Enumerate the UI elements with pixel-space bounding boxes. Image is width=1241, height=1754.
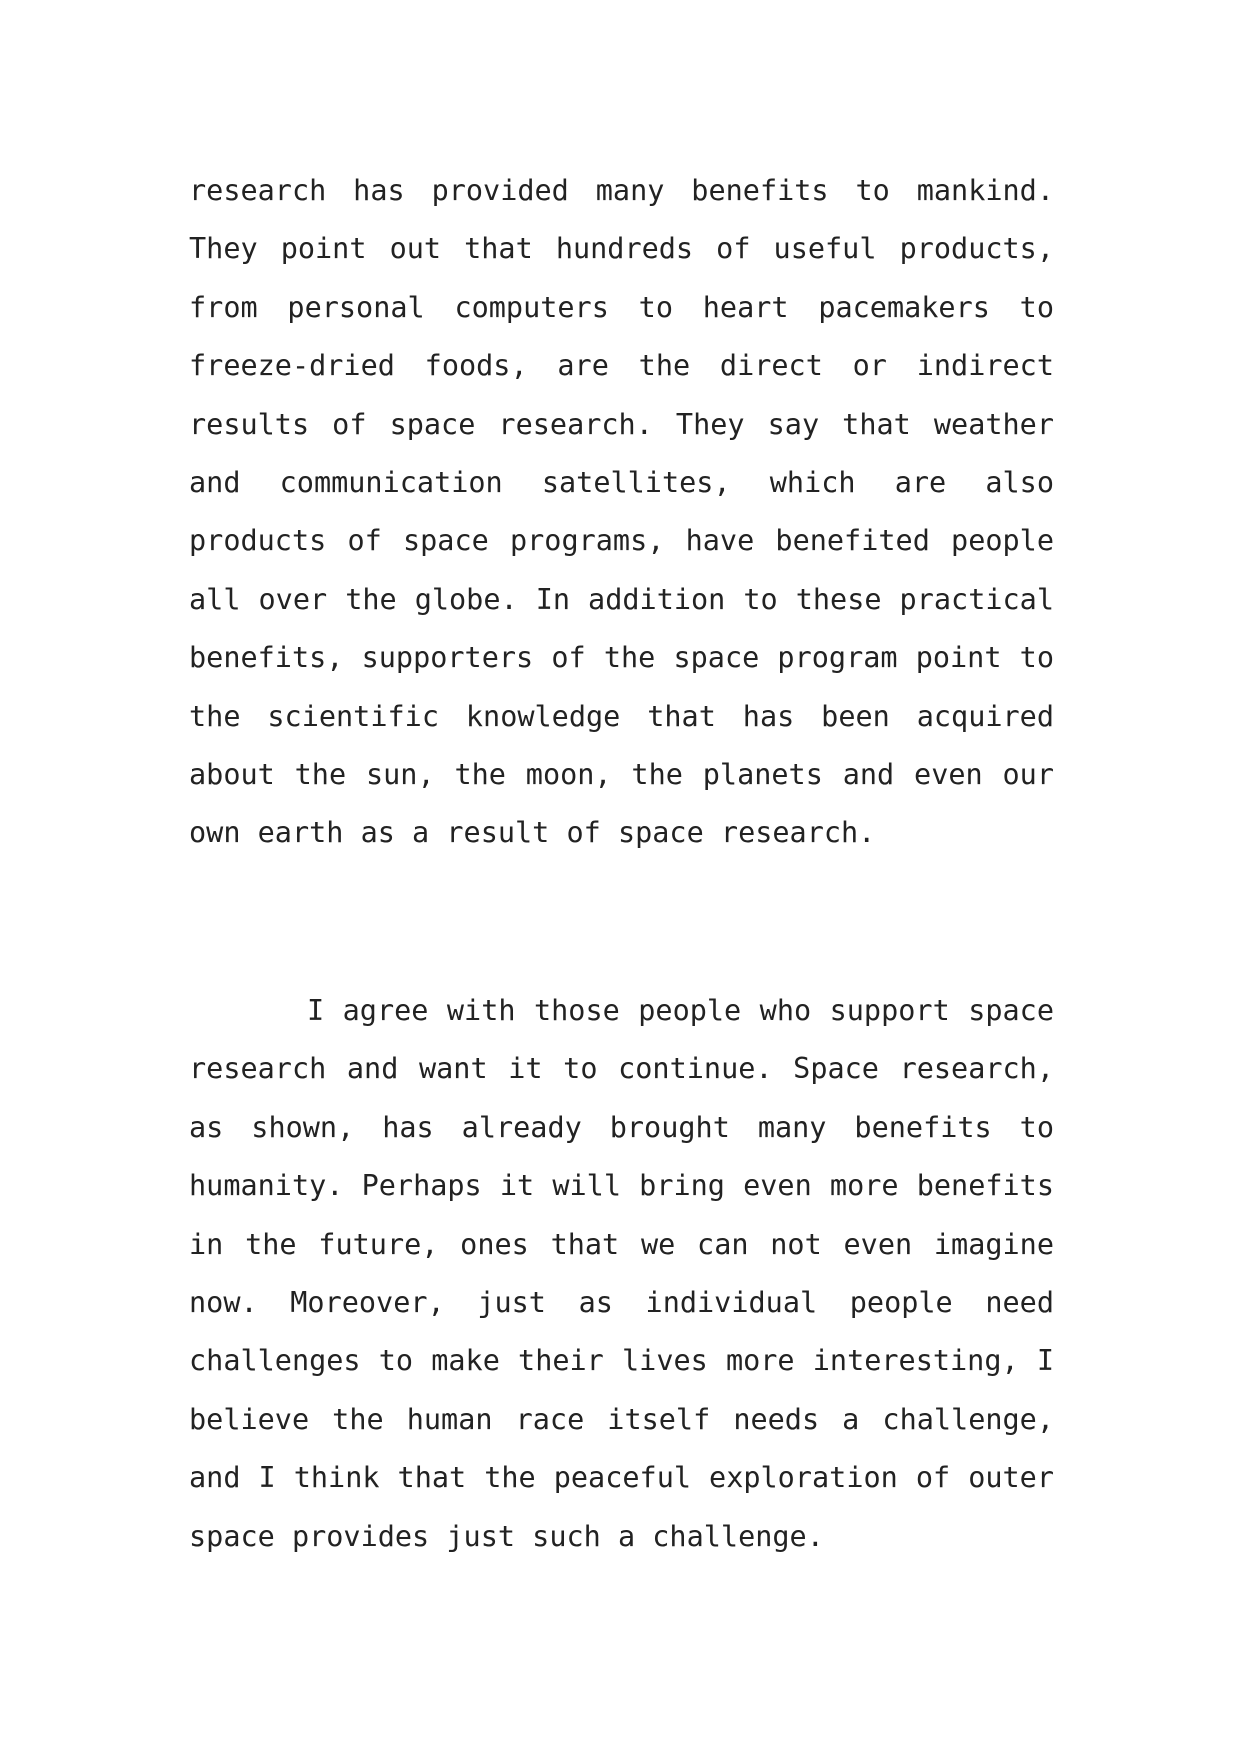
text-line: the scientific knowledge that has been acquired: [189, 699, 1054, 733]
text-line: challenges to make their lives more interesting, I: [189, 1344, 1054, 1378]
text-line: all over the globe. In addition to these practical: [189, 582, 1054, 616]
text-line: research has provided many benefits to mankind.: [189, 174, 1054, 207]
text-line: own earth as a result of space research.: [189, 816, 876, 850]
paragraph-author-opinion: [189, 982, 1054, 1566]
paragraph-benefits-of-space-research: [189, 162, 1054, 863]
text-line: and I think that the peaceful exploration of outer: [189, 1461, 1054, 1495]
text-line: as shown, has already brought many benefits to: [189, 1110, 1054, 1144]
text-line: in the future, ones that we can not even imagine: [189, 1227, 1054, 1261]
text-line: results of space research. They say that weather: [189, 407, 1054, 441]
text-line: space provides just such a challenge.: [189, 1519, 824, 1553]
text-line: research and want it to continue. Space research,: [189, 1052, 1054, 1086]
text-line: They point out that hundreds of useful products,: [189, 232, 1054, 266]
text-line: from personal computers to heart pacemakers to: [189, 290, 1054, 324]
text-line: now. Moreover, just as individual people need: [189, 1285, 1054, 1319]
text-line: and communication satellites, which are also: [189, 465, 1054, 499]
text-line: I agree with those people who support space: [307, 994, 1054, 1027]
text-line: products of space programs, have benefited people: [189, 524, 1054, 558]
text-line: benefits, supporters of the space program point to: [189, 641, 1054, 675]
text-line: believe the human race itself needs a challenge,: [189, 1402, 1054, 1436]
text-line: humanity. Perhaps it will bring even more benefits: [189, 1169, 1054, 1203]
text-line: freeze-dried foods, are the direct or indirect: [189, 349, 1054, 383]
text-line: about the sun, the moon, the planets and even our: [189, 757, 1054, 791]
